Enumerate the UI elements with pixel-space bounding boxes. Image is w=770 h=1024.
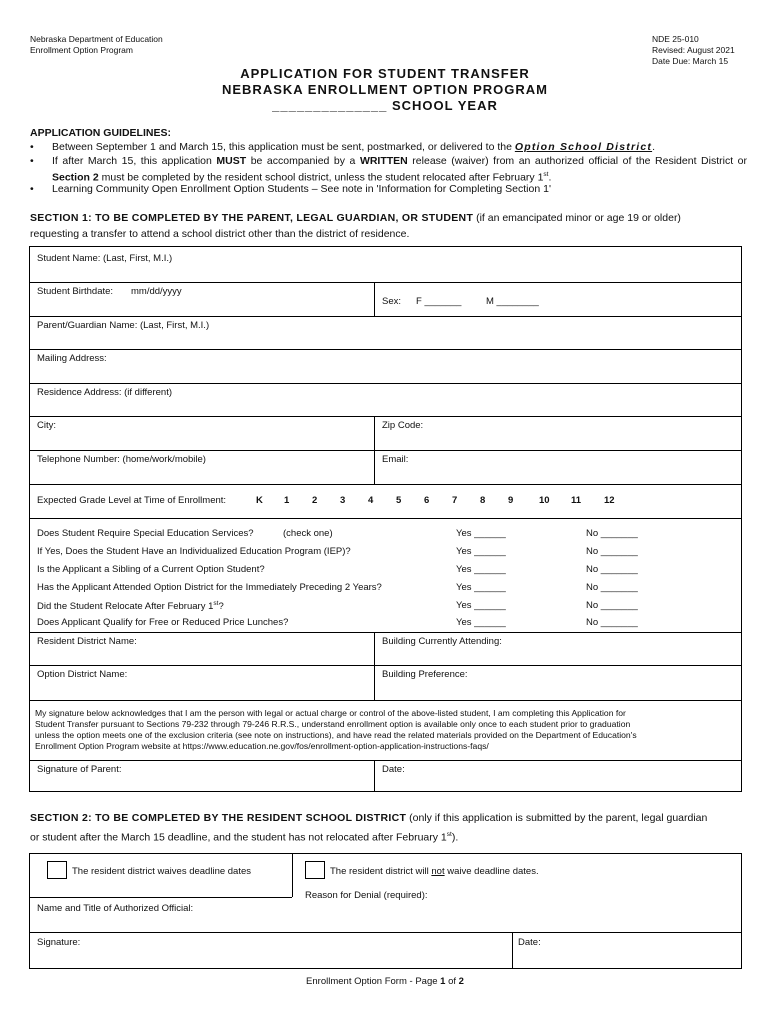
parent-name-field[interactable]: Parent/Guardian Name: (Last, First, M.I.) xyxy=(37,320,210,331)
grade-option[interactable]: 2 xyxy=(312,495,318,506)
col-divider xyxy=(374,282,375,316)
col-divider xyxy=(374,632,375,700)
org-name: Nebraska Department of Education xyxy=(30,34,163,44)
not-waive-label: The resident district will not waive deadline dates. xyxy=(330,866,539,877)
row-divider xyxy=(29,700,742,701)
official-name-field[interactable]: Name and Title of Authorized Official: xyxy=(37,903,194,914)
bullet-icon: • xyxy=(30,155,34,167)
building-preference-field[interactable]: Building Preference: xyxy=(382,669,468,680)
row-divider xyxy=(29,932,742,933)
no-field[interactable]: No _______ xyxy=(586,617,638,628)
telephone-field[interactable]: Telephone Number: (home/work/mobile) xyxy=(37,454,206,465)
birthdate-field[interactable]: Student Birthdate: xyxy=(37,286,114,297)
waive-label: The resident district waives deadline dates xyxy=(72,866,252,877)
row-divider xyxy=(29,484,742,485)
guidelines-heading: APPLICATION GUIDELINES: xyxy=(30,127,171,139)
parent-signature-field[interactable]: Signature of Parent: xyxy=(37,764,122,775)
grade-option[interactable]: 3 xyxy=(340,495,346,506)
row-divider xyxy=(29,665,742,666)
row-divider xyxy=(29,897,292,898)
no-field[interactable]: No _______ xyxy=(586,582,638,593)
grade-option[interactable]: 10 xyxy=(539,495,550,506)
yes-field[interactable]: Yes ______ xyxy=(456,582,506,593)
col-divider xyxy=(512,932,513,969)
title-line2: NEBRASKA ENROLLMENT OPTION PROGRAM xyxy=(221,82,549,97)
no-field[interactable]: No _______ xyxy=(586,528,638,539)
sex-label: Sex: xyxy=(382,296,402,307)
yes-field[interactable]: Yes ______ xyxy=(456,528,506,539)
sex-male-field[interactable]: M ________ xyxy=(486,296,539,307)
title-line3: ______________ SCHOOL YEAR xyxy=(272,98,498,113)
col-divider xyxy=(292,853,293,897)
grade-option[interactable]: 8 xyxy=(480,495,486,506)
no-field[interactable]: No _______ xyxy=(586,564,638,575)
question-attended: Has the Applicant Attended Option District for the Immediately Preceding 2 Years? xyxy=(37,582,382,593)
city-field[interactable]: City: xyxy=(37,420,56,431)
question-special-ed: Does Student Require Special Education Services? xyxy=(37,528,254,539)
title-line1: APPLICATION FOR STUDENT TRANSFER xyxy=(240,66,530,81)
acknowledgement-text: My signature below acknowledges that I am the person with legal or actual charge or control of the above-listed student, I am completing this Application for Student Transfer pursuant to Sections 79-232 through 79-246 R.R.S., understand enrollment option is available only once to each student prior to graduation unless the option meets one of the exclusion criteria (see note on instructions), and have read the related materials provided on the Department of Education's Enrollment Option Program website at https://www.education.ne.gov/fos/enrollment-option-application-instructions-faqs/ xyxy=(35,708,637,751)
zip-code-field[interactable]: Zip Code: xyxy=(382,420,424,431)
due-date: Date Due: March 15 xyxy=(652,56,729,66)
question-relocate: Did the Student Relocate After February 1st? xyxy=(37,600,224,613)
section1-heading-line2: requesting a transfer to attend a school district other than the district of residence. xyxy=(30,228,410,240)
mailing-address-field[interactable]: Mailing Address: xyxy=(37,353,107,364)
yes-field[interactable]: Yes ______ xyxy=(456,617,506,628)
sex-female-field[interactable]: F _______ xyxy=(416,296,462,307)
waive-checkbox[interactable] xyxy=(47,861,67,879)
official-signature-field[interactable]: Signature: xyxy=(37,937,81,948)
row-divider xyxy=(29,518,742,519)
building-current-field[interactable]: Building Currently Attending: xyxy=(382,636,502,647)
revised-date: Revised: August 2021 xyxy=(652,45,735,55)
row-divider xyxy=(29,450,742,451)
student-name-field[interactable]: Student Name: (Last, First, M.I.) xyxy=(37,253,173,264)
grade-option[interactable]: 12 xyxy=(604,495,615,506)
parent-date-field[interactable]: Date: xyxy=(382,764,405,775)
bullet-icon: • xyxy=(30,141,34,153)
bullet-icon: • xyxy=(30,183,34,195)
program-name: Enrollment Option Program xyxy=(30,45,133,55)
row-divider xyxy=(29,282,742,283)
section1-heading: SECTION 1: TO BE COMPLETED BY THE PARENT, LEGAL GUARDIAN, OR STUDENT (if an emancipated minor or age 19 or older) xyxy=(30,212,681,224)
grade-option[interactable]: 7 xyxy=(452,495,458,506)
grade-option[interactable]: 5 xyxy=(396,495,402,506)
grade-option[interactable]: 9 xyxy=(508,495,514,506)
row-divider xyxy=(29,416,742,417)
section2-heading: SECTION 2: TO BE COMPLETED BY THE RESIDENT SCHOOL DISTRICT (only if this application is submitted by the parent, legal guardian xyxy=(30,812,708,824)
question-sibling: Is the Applicant a Sibling of a Current Option Student? xyxy=(37,564,265,575)
grade-option[interactable]: K xyxy=(256,495,263,506)
col-divider xyxy=(374,416,375,484)
row-divider xyxy=(29,760,742,761)
option-district-field[interactable]: Option District Name: xyxy=(37,669,128,680)
email-field[interactable]: Email: xyxy=(382,454,409,465)
row-divider xyxy=(29,383,742,384)
no-field[interactable]: No _______ xyxy=(586,546,638,557)
yes-field[interactable]: Yes ______ xyxy=(456,600,506,611)
guideline-3: Learning Community Open Enrollment Option Students – See note in 'Information for Completing Section 1' xyxy=(52,183,551,195)
section2-heading-line2: or student after the March 15 deadline, and the student has not relocated after February 1st). xyxy=(30,831,459,844)
col-divider xyxy=(374,760,375,792)
row-divider xyxy=(29,349,742,350)
grade-option[interactable]: 11 xyxy=(571,495,582,506)
page-footer: Enrollment Option Form - Page 1 of 2 xyxy=(306,976,464,987)
question-lunch: Does Applicant Qualify for Free or Reduced Price Lunches? xyxy=(37,617,289,628)
yes-field[interactable]: Yes ______ xyxy=(456,564,506,575)
yes-field[interactable]: Yes ______ xyxy=(456,546,506,557)
grade-level-label: Expected Grade Level at Time of Enrollment: xyxy=(37,495,227,506)
denial-reason-field[interactable]: Reason for Denial (required): xyxy=(305,890,428,901)
row-divider xyxy=(29,316,742,317)
birthdate-format: mm/dd/yyyy xyxy=(131,286,182,297)
official-date-field[interactable]: Date: xyxy=(518,937,541,948)
guideline-2: If after March 15, this application MUST be accompanied by a WRITTEN release (waiver) from an authorized official of the Resident District or Section 2 must be completed by the resident school district, unless the student relocated after February 1st. xyxy=(52,155,747,184)
grade-option[interactable]: 6 xyxy=(424,495,430,506)
guideline-1: Between September 1 and March 15, this application must be sent, postmarked, or delivered to the Option School District. xyxy=(52,141,656,153)
no-field[interactable]: No _______ xyxy=(586,600,638,611)
grade-option[interactable]: 4 xyxy=(368,495,374,506)
check-one-note: (check one) xyxy=(283,528,333,539)
question-iep: If Yes, Does the Student Have an Individualized Education Program (IEP)? xyxy=(37,546,351,557)
residence-address-field[interactable]: Residence Address: (if different) xyxy=(37,387,173,398)
row-divider xyxy=(29,632,742,633)
resident-district-field[interactable]: Resident District Name: xyxy=(37,636,137,647)
grade-option[interactable]: 1 xyxy=(284,495,290,506)
not-waive-checkbox[interactable] xyxy=(305,861,325,879)
form-number: NDE 25-010 xyxy=(652,34,699,44)
